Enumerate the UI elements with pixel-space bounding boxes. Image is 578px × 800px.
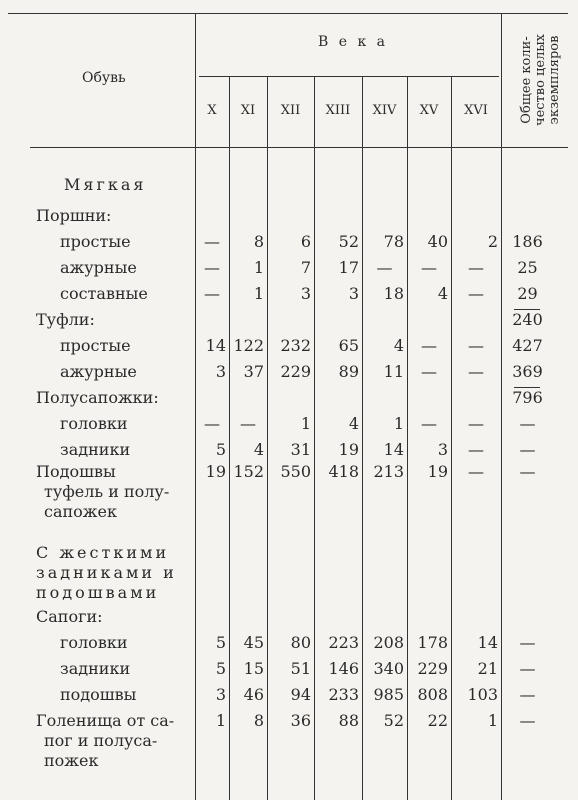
total-header-line-2: чество целых xyxy=(533,33,548,127)
cell-xv: 4 xyxy=(437,284,448,303)
century-header-xi: XI xyxy=(240,103,256,118)
cell-xiv: — xyxy=(376,258,393,277)
cell-xiv: 52 xyxy=(383,711,404,730)
col-divider-xvi xyxy=(501,14,502,800)
cell-x: 3 xyxy=(215,685,226,704)
cell-x: — xyxy=(204,232,220,251)
cell-xi: 1 xyxy=(253,284,264,303)
cell-xi: 46 xyxy=(243,685,264,704)
cell-xi: 8 xyxy=(253,711,264,730)
section-heading-line: задниками и xyxy=(36,563,177,582)
cell-xv: — xyxy=(421,414,437,433)
cell-total: 369 xyxy=(512,362,543,381)
cell-xiii: 88 xyxy=(338,711,359,730)
cell-xiv: 78 xyxy=(383,232,404,251)
cell-total: 240 xyxy=(512,310,543,329)
top-rule xyxy=(8,13,568,14)
century-header-xiv: XIV xyxy=(372,103,397,118)
cell-total: — xyxy=(519,414,536,433)
cell-xiii: 17 xyxy=(338,258,359,277)
row-label: составные xyxy=(60,284,148,303)
cell-total: — xyxy=(519,462,536,481)
cell-xii: 550 xyxy=(280,462,311,481)
cell-xiv: 208 xyxy=(373,633,404,652)
cell-xiv: 985 xyxy=(373,685,404,704)
cell-xiii: 233 xyxy=(328,685,359,704)
cell-xv: 19 xyxy=(427,462,448,481)
cell-xii: 94 xyxy=(290,685,311,704)
cell-xvi: — xyxy=(468,440,484,459)
row-label: подошвы xyxy=(60,685,137,704)
century-header-xiii: XIII xyxy=(325,103,351,118)
cell-xii: 51 xyxy=(290,659,311,678)
cell-xiv: 18 xyxy=(383,284,404,303)
cell-xiv: 4 xyxy=(393,336,404,355)
cell-xiii: 52 xyxy=(338,232,359,251)
cell-xi: 15 xyxy=(243,659,264,678)
cell-xvi: 14 xyxy=(477,633,498,652)
cell-xii: 3 xyxy=(300,284,311,303)
cell-xi: — xyxy=(240,414,256,433)
row-label-line: Голенища от са- xyxy=(36,711,175,730)
cell-xv: 178 xyxy=(417,633,448,652)
cell-xiv: 213 xyxy=(373,462,404,481)
cell-xv: 22 xyxy=(427,711,448,730)
section-heading-line: подошвами xyxy=(36,583,160,602)
cell-xvi: — xyxy=(468,414,484,433)
cell-xiii: 89 xyxy=(338,362,359,381)
cell-xii: 1 xyxy=(300,414,311,433)
total-header-line-1: Общее коли- xyxy=(519,36,534,124)
cell-x: 19 xyxy=(205,462,226,481)
row-label: ажурные xyxy=(60,258,137,277)
section-heading: Мягкая xyxy=(64,175,147,194)
century-header-x: X xyxy=(207,103,217,118)
cell-xi: 122 xyxy=(233,336,264,355)
centuries-header: В е к а xyxy=(318,34,389,50)
cell-xvi: 103 xyxy=(467,685,498,704)
row-label-line: сапожек xyxy=(44,502,117,521)
cell-x: 5 xyxy=(215,659,226,678)
section-heading-line: С жесткими xyxy=(36,543,170,562)
cell-xiii: 3 xyxy=(348,284,359,303)
cell-xvi: — xyxy=(468,362,484,381)
group-label: Туфли: xyxy=(36,310,95,329)
cell-xi: 8 xyxy=(253,232,264,251)
century-header-xv: XV xyxy=(419,103,439,118)
cell-xvi: 21 xyxy=(477,659,498,678)
cell-total: — xyxy=(519,440,536,459)
cell-xi: 4 xyxy=(253,440,264,459)
cell-xiv: 340 xyxy=(373,659,404,678)
cell-xi: 45 xyxy=(243,633,264,652)
centuries-underline xyxy=(199,76,499,77)
row-label: головки xyxy=(60,414,128,433)
row-label-line: пожек xyxy=(44,751,99,770)
century-header-xii: XII xyxy=(280,103,301,118)
cell-xvi: 1 xyxy=(487,711,498,730)
cell-xii: 7 xyxy=(300,258,311,277)
cell-x: 5 xyxy=(215,633,226,652)
cell-xi: 37 xyxy=(243,362,264,381)
subtotal-rule xyxy=(514,387,540,388)
cell-x: 5 xyxy=(215,440,226,459)
cell-xv: — xyxy=(421,336,437,355)
col-divider-label xyxy=(195,14,196,800)
group-label: Сапоги: xyxy=(36,607,103,626)
row-label: головки xyxy=(60,633,128,652)
cell-xii: 36 xyxy=(290,711,311,730)
cell-total: 427 xyxy=(512,336,543,355)
cell-xvi: — xyxy=(468,336,484,355)
cell-xiii: 4 xyxy=(348,414,359,433)
cell-xv: — xyxy=(421,362,437,381)
cell-xiii: 65 xyxy=(338,336,359,355)
subtotal-rule xyxy=(514,309,540,310)
cell-xii: 232 xyxy=(280,336,311,355)
row-label: задники xyxy=(60,659,131,678)
group-label: Поршни: xyxy=(36,206,112,225)
cell-xvi: — xyxy=(468,284,484,303)
cell-total: — xyxy=(519,659,536,678)
cell-xiv: 14 xyxy=(383,440,404,459)
cell-total: 25 xyxy=(517,258,538,277)
row-label: ажурные xyxy=(60,362,137,381)
group-label: Полусапожки: xyxy=(36,388,159,407)
row-label-line: Подошвы xyxy=(36,462,116,481)
cell-xiv: 1 xyxy=(393,414,404,433)
row-label: простые xyxy=(60,232,131,251)
cell-x: 3 xyxy=(215,362,226,381)
cell-xiii: 19 xyxy=(338,440,359,459)
cell-xiii: 418 xyxy=(328,462,359,481)
cell-xii: 31 xyxy=(290,440,311,459)
cell-xvi: 2 xyxy=(487,232,498,251)
cell-xiii: 146 xyxy=(328,659,359,678)
row-label-line: туфель и полу- xyxy=(44,482,170,501)
cell-xvi: — xyxy=(468,258,484,277)
cell-total: 186 xyxy=(512,232,543,251)
cell-xi: 152 xyxy=(233,462,264,481)
cell-x: 1 xyxy=(215,711,226,730)
cell-x: — xyxy=(204,414,220,433)
cell-xiv: 11 xyxy=(383,362,404,381)
cell-xv: 229 xyxy=(417,659,448,678)
century-header-xvi: XVI xyxy=(464,103,488,118)
cell-x: — xyxy=(204,258,220,277)
cell-xv: 40 xyxy=(427,232,448,251)
cell-xii: 6 xyxy=(300,232,311,251)
cell-total: 29 xyxy=(517,284,538,303)
row-label: задники xyxy=(60,440,131,459)
cell-xv: — xyxy=(421,258,437,277)
cell-x: — xyxy=(204,284,220,303)
cell-xvi: — xyxy=(468,462,484,481)
total-header xyxy=(518,14,564,146)
cell-xi: 1 xyxy=(253,258,264,277)
cell-total: — xyxy=(519,711,536,730)
footwear-header: Обувь xyxy=(82,70,126,86)
cell-xv: 3 xyxy=(437,440,448,459)
cell-xii: 80 xyxy=(290,633,311,652)
row-label-line: пог и полуса- xyxy=(44,731,158,750)
total-header-line-3: экземпляров xyxy=(547,35,562,125)
cell-total: — xyxy=(519,633,536,652)
cell-total: 796 xyxy=(512,388,543,407)
cell-xii: 229 xyxy=(280,362,311,381)
cell-total: — xyxy=(519,685,536,704)
cell-xiii: 223 xyxy=(328,633,359,652)
cell-xv: 808 xyxy=(417,685,448,704)
header-bottom-rule xyxy=(30,147,568,148)
row-label: простые xyxy=(60,336,131,355)
cell-x: 14 xyxy=(205,336,226,355)
